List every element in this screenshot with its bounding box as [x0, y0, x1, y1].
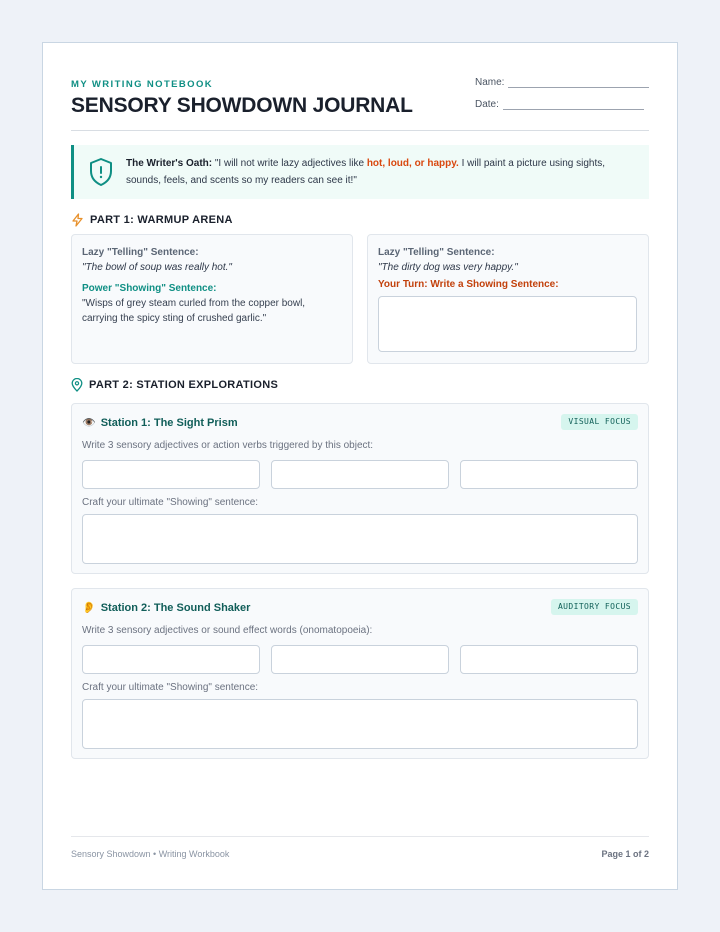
station-card-sound — [71, 588, 649, 759]
telling-label: Lazy "Telling" Sentence: — [82, 247, 199, 258]
adjective-input-3[interactable] — [460, 460, 638, 489]
map-pin-icon — [71, 378, 83, 392]
telling-sentence: "The bowl of soup was really hot." — [82, 262, 232, 273]
your-turn-label: Your Turn: Write a Showing Sentence: — [378, 279, 559, 290]
footer-divider — [71, 836, 649, 837]
oath-highlight: hot, loud, or happy. — [366, 158, 459, 169]
telling-label: Lazy "Telling" Sentence: — [378, 247, 495, 258]
oath-text-before: "I will not write lazy adjectives like — [212, 158, 367, 169]
worksheet-page — [42, 42, 678, 890]
station-title — [82, 416, 238, 429]
craft-label: Craft your ultimate "Showing" sentence: — [82, 497, 259, 508]
writers-oath-callout — [71, 145, 649, 199]
adjective-input-3[interactable] — [460, 645, 638, 674]
warmup-example-card — [71, 234, 353, 364]
focus-badge: AUDITORY FOCUS — [551, 599, 638, 615]
name-field[interactable] — [475, 77, 649, 88]
header-divider — [71, 130, 649, 131]
adjective-input-1[interactable] — [82, 460, 260, 489]
adjective-input-2[interactable] — [271, 645, 449, 674]
part2-title: PART 2: STATION EXPLORATIONS — [89, 379, 279, 391]
adjective-input-2[interactable] — [271, 460, 449, 489]
adjective-input-1[interactable] — [82, 645, 260, 674]
focus-badge: VISUAL FOCUS — [561, 414, 638, 430]
station-title — [82, 601, 250, 614]
part1-title: PART 1: WARMUP ARENA — [90, 214, 233, 226]
name-label: Name: — [475, 77, 505, 88]
ear-icon: 👂 — [82, 602, 96, 614]
showing-sentence-line1: "Wisps of grey steam curled from the copper bowl, — [82, 298, 306, 309]
telling-sentence: "The dirty dog was very happy." — [378, 262, 518, 273]
eyebrow-label: MY WRITING NOTEBOOK — [71, 79, 214, 90]
showing-sentence-input[interactable] — [82, 699, 638, 749]
date-field[interactable] — [475, 99, 644, 110]
station-prompt: Write 3 sensory adjectives or sound effect words (onomatopoeia): — [82, 625, 373, 636]
showing-sentence-input[interactable] — [82, 514, 638, 564]
oath-label: The Writer's Oath: — [126, 158, 213, 169]
footer-left: Sensory Showdown • Writing Workbook — [71, 849, 230, 859]
lightning-icon — [71, 213, 84, 227]
station-prompt: Write 3 sensory adjectives or action verbs triggered by this object: — [82, 440, 374, 451]
oath-text-after: I will paint a picture using sights, sounds, feels, and scents so my readers can see it!" — [126, 158, 606, 186]
eye-icon: 👁️ — [82, 417, 96, 429]
station-title-text: Station 2: The Sound Shaker — [100, 601, 251, 614]
showing-sentence-input[interactable] — [378, 296, 637, 352]
part2-heading — [71, 378, 278, 392]
date-label: Date: — [475, 99, 499, 110]
name-line[interactable] — [508, 78, 649, 88]
shield-icon — [88, 157, 114, 187]
page-title: SENSORY SHOWDOWN JOURNAL — [71, 94, 413, 117]
warmup-practice-card — [367, 234, 649, 364]
page-number: Page 1 of 2 — [601, 849, 649, 859]
craft-label: Craft your ultimate "Showing" sentence: — [82, 682, 259, 693]
station-card-sight — [71, 403, 649, 574]
oath-text — [126, 155, 636, 189]
showing-label: Power "Showing" Sentence: — [82, 283, 217, 294]
showing-sentence-line2: carrying the spicy sting of crushed garlic." — [82, 313, 267, 324]
date-line[interactable] — [503, 100, 644, 110]
part1-heading — [71, 213, 233, 227]
station-title-text: Station 1: The Sight Prism — [100, 416, 238, 429]
